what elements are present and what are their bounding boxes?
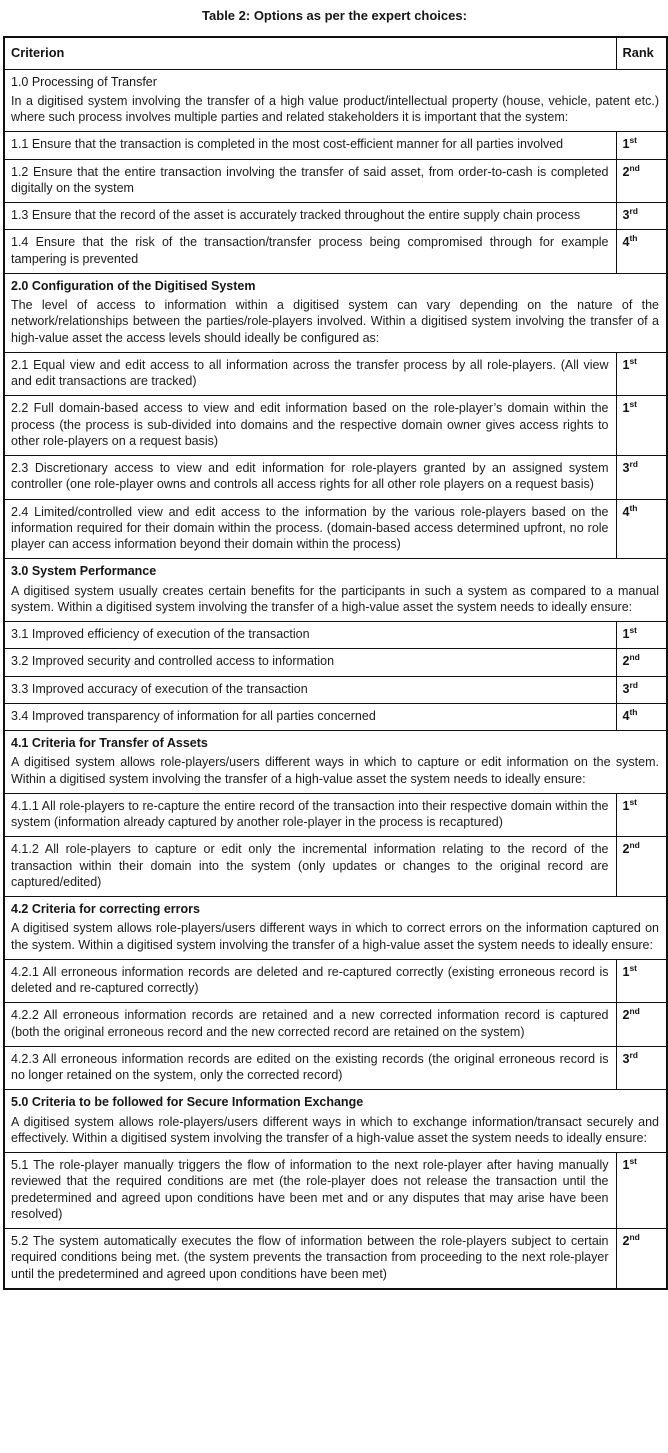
option-text: 3.4 Improved transparency of information for all parties concerned bbox=[4, 703, 616, 730]
options-table bbox=[3, 36, 668, 1290]
rank-ordinal: st bbox=[629, 1155, 638, 1166]
rank-number: 2 bbox=[622, 1234, 630, 1249]
option-text: 2.3 Discretionary access to view and edit information for role-players granted by an assigned system controller (one role-player owns and controls all access rights for all other role players on a request basis) bbox=[4, 456, 616, 500]
option-row bbox=[4, 793, 667, 837]
option-text: 1.1 Ensure that the transaction is completed in the most cost-efficient manner for all parties involved bbox=[4, 132, 616, 159]
option-row bbox=[4, 456, 667, 500]
section-title: 4.1 Criteria for Transfer of Assets bbox=[11, 736, 208, 751]
section-intro: The level of access to information within a digitised system can vary depending on the nature of the network/relationships between the parties/role-players involved. Within a digitised system involving the transfer of a high-value asset the access levels should ideally be configured as: bbox=[11, 298, 659, 345]
option-row bbox=[4, 1003, 667, 1047]
rank-number: 2 bbox=[622, 164, 630, 179]
option-rank bbox=[616, 1046, 667, 1090]
section-row bbox=[4, 897, 667, 960]
rank-ordinal: nd bbox=[629, 1231, 640, 1242]
section-row bbox=[4, 559, 667, 622]
rank-ordinal: th bbox=[629, 706, 638, 717]
option-text: 1.4 Ensure that the risk of the transaction/transfer process being compromised through for example tampering is prevented bbox=[4, 230, 616, 274]
option-text: 3.1 Improved efficiency of execution of the transaction bbox=[4, 622, 616, 649]
rank-ordinal: st bbox=[629, 355, 638, 366]
rank-ordinal: nd bbox=[629, 652, 640, 663]
option-rank bbox=[616, 837, 667, 897]
rank-ordinal: th bbox=[629, 233, 638, 244]
section-cell bbox=[4, 559, 667, 622]
rank-ordinal: rd bbox=[629, 1049, 638, 1060]
option-row bbox=[4, 396, 667, 456]
option-rank bbox=[616, 703, 667, 730]
section-title: 1.0 Processing of Transfer bbox=[11, 74, 157, 89]
option-text: 4.2.2 All erroneous information records are retained and a new corrected information record is captured (both the original erroneous record and the new corrected record are retained on the system) bbox=[4, 1003, 616, 1047]
section-intro: A digitised system allows role-players/users different ways in which to correct errors on the information captured on the system. Within a digitised system involving the transfer of a high-value asset the system needs to ideally ensure: bbox=[11, 921, 659, 952]
option-row bbox=[4, 676, 667, 703]
rank-header: Rank bbox=[616, 37, 667, 69]
rank-ordinal: rd bbox=[629, 205, 638, 216]
option-text: 2.2 Full domain-based access to view and edit information based on the role-player’s domain within the process (the process is sub-divided into domains and the respective domain owner gives access rights to other role-players on a request basis) bbox=[4, 396, 616, 456]
rank-number: 3 bbox=[622, 461, 630, 476]
rank-number: 2 bbox=[622, 842, 630, 857]
option-text: 2.1 Equal view and edit access to all information across the transfer process by all role-players. (All view and edit transactions are tracked) bbox=[4, 352, 616, 396]
option-text: 5.1 The role-player manually triggers the flow of information to the next role-player after having manually reviewed that the required conditions are met (the role-player does not release the transaction until the predetermined and agreed upon conditions have been met and or any disputes that may arise have been resolved) bbox=[4, 1153, 616, 1229]
rank-ordinal: nd bbox=[629, 1006, 640, 1017]
option-row bbox=[4, 1229, 667, 1289]
section-title: 2.0 Configuration of the Digitised System bbox=[11, 278, 256, 293]
option-row bbox=[4, 352, 667, 396]
section-title: 4.2 Criteria for correcting errors bbox=[11, 902, 200, 917]
section-cell bbox=[4, 731, 667, 794]
option-rank bbox=[616, 676, 667, 703]
section-title: 3.0 System Performance bbox=[11, 564, 157, 579]
section-cell bbox=[4, 69, 667, 132]
option-text: 3.3 Improved accuracy of execution of the transaction bbox=[4, 676, 616, 703]
option-text: 3.2 Improved security and controlled access to information bbox=[4, 649, 616, 676]
rank-number: 1 bbox=[622, 137, 630, 152]
option-row bbox=[4, 230, 667, 274]
option-rank bbox=[616, 396, 667, 456]
section-row bbox=[4, 273, 667, 352]
option-rank bbox=[616, 649, 667, 676]
section-cell bbox=[4, 1090, 667, 1153]
rank-ordinal: nd bbox=[629, 162, 640, 173]
section-cell bbox=[4, 897, 667, 960]
option-text: 1.2 Ensure that the entire transaction involving the transfer of said asset, from order-to-cash is completed digitally on the system bbox=[4, 159, 616, 203]
rank-number: 2 bbox=[622, 1008, 630, 1023]
option-rank bbox=[616, 456, 667, 500]
option-text: 1.3 Ensure that the record of the asset is accurately tracked throughout the entire supply chain process bbox=[4, 203, 616, 230]
option-rank bbox=[616, 1003, 667, 1047]
option-rank bbox=[616, 159, 667, 203]
option-text: 4.1.1 All role-players to re-capture the entire record of the transaction into their respective domain within the system (information already captured by another role-player in the process is recaptured) bbox=[4, 793, 616, 837]
option-row bbox=[4, 159, 667, 203]
rank-number: 1 bbox=[622, 798, 630, 813]
option-rank bbox=[616, 203, 667, 230]
option-rank bbox=[616, 352, 667, 396]
rank-ordinal: st bbox=[629, 796, 638, 807]
rank-number: 2 bbox=[622, 654, 630, 669]
rank-ordinal: st bbox=[629, 399, 638, 410]
option-row bbox=[4, 837, 667, 897]
section-row bbox=[4, 69, 667, 132]
option-row bbox=[4, 499, 667, 559]
option-rank bbox=[616, 1153, 667, 1229]
section-intro: A digitised system allows role-players/users different ways in which to exchange information/transact securely and effectively. Within a digitised system involving the transfer of a high-value asset the system needs to ideally ensure: bbox=[11, 1114, 659, 1145]
rank-ordinal: rd bbox=[629, 679, 638, 690]
rank-number: 1 bbox=[622, 357, 630, 372]
rank-number: 1 bbox=[622, 401, 630, 416]
section-row bbox=[4, 731, 667, 794]
option-row bbox=[4, 1046, 667, 1090]
option-text: 5.2 The system automatically executes the flow of information between the role-players subject to certain required conditions being met. (the system prevents the transaction from proceeding to the next role-player until the predetermined and agreed upon conditions have been met) bbox=[4, 1229, 616, 1289]
section-cell bbox=[4, 273, 667, 352]
option-row bbox=[4, 703, 667, 730]
section-title: 5.0 Criteria to be followed for Secure Information Exchange bbox=[11, 1095, 364, 1110]
option-rank bbox=[616, 499, 667, 559]
rank-ordinal: rd bbox=[629, 458, 638, 469]
option-rank bbox=[616, 132, 667, 159]
rank-number: 1 bbox=[622, 627, 630, 642]
option-text: 2.4 Limited/controlled view and edit access to the information by the various role-players based on the information required for their domain within the process. (domain-based access determined upfront, no role player can access information beyond their domain within the process) bbox=[4, 499, 616, 559]
table-caption: Table 2: Options as per the expert choices: bbox=[202, 8, 467, 23]
rank-number: 4 bbox=[622, 504, 630, 519]
criterion-header: Criterion bbox=[4, 37, 616, 69]
option-row bbox=[4, 649, 667, 676]
option-text: 4.2.1 All erroneous information records are deleted and re-captured correctly (existing erroneous record is deleted and re-captured correctly) bbox=[4, 959, 616, 1003]
header-row bbox=[4, 37, 667, 69]
option-row bbox=[4, 132, 667, 159]
option-row bbox=[4, 203, 667, 230]
option-text: 4.1.2 All role-players to capture or edit only the incremental information relating to the record of the transaction within their domain into the system (only updates or changes to the original record are captured/edited) bbox=[4, 837, 616, 897]
section-intro: In a digitised system involving the transfer of a high value product/intellectual property (house, vehicle, patent etc.) where such process involves multiple parties and related stakeholders it is important that the system: bbox=[11, 93, 659, 125]
rank-number: 4 bbox=[622, 708, 630, 723]
option-rank bbox=[616, 793, 667, 837]
rank-number: 1 bbox=[622, 964, 630, 979]
section-intro: A digitised system usually creates certain benefits for the participants in such a system as compared to a manual system. Within a digitised system involving the transfer of a high-value asset the system needs to ideally ensure: bbox=[11, 583, 659, 614]
rank-number: 3 bbox=[622, 1051, 630, 1066]
option-row bbox=[4, 1153, 667, 1229]
option-rank bbox=[616, 622, 667, 649]
rank-number: 3 bbox=[622, 208, 630, 223]
section-row bbox=[4, 1090, 667, 1153]
section-intro: A digitised system allows role-players/users different ways in which to capture or edit information on the system. Within a digitised system involving the transfer of a high-value asset the system needs to ideally ensure: bbox=[11, 755, 659, 786]
option-rank bbox=[616, 230, 667, 274]
option-rank bbox=[616, 1229, 667, 1289]
rank-ordinal: nd bbox=[629, 840, 640, 851]
option-text: 4.2.3 All erroneous information records are edited on the existing records (the original erroneous record is no longer retained on the system, only the corrected record) bbox=[4, 1046, 616, 1090]
rank-ordinal: st bbox=[629, 624, 638, 635]
options-table-body bbox=[4, 69, 667, 1289]
rank-ordinal: st bbox=[629, 962, 638, 973]
rank-number: 3 bbox=[622, 681, 630, 696]
option-row bbox=[4, 959, 667, 1003]
option-rank bbox=[616, 959, 667, 1003]
rank-number: 1 bbox=[622, 1158, 630, 1173]
rank-ordinal: th bbox=[629, 502, 638, 513]
rank-ordinal: st bbox=[629, 135, 638, 146]
rank-number: 4 bbox=[622, 235, 630, 250]
option-row bbox=[4, 622, 667, 649]
